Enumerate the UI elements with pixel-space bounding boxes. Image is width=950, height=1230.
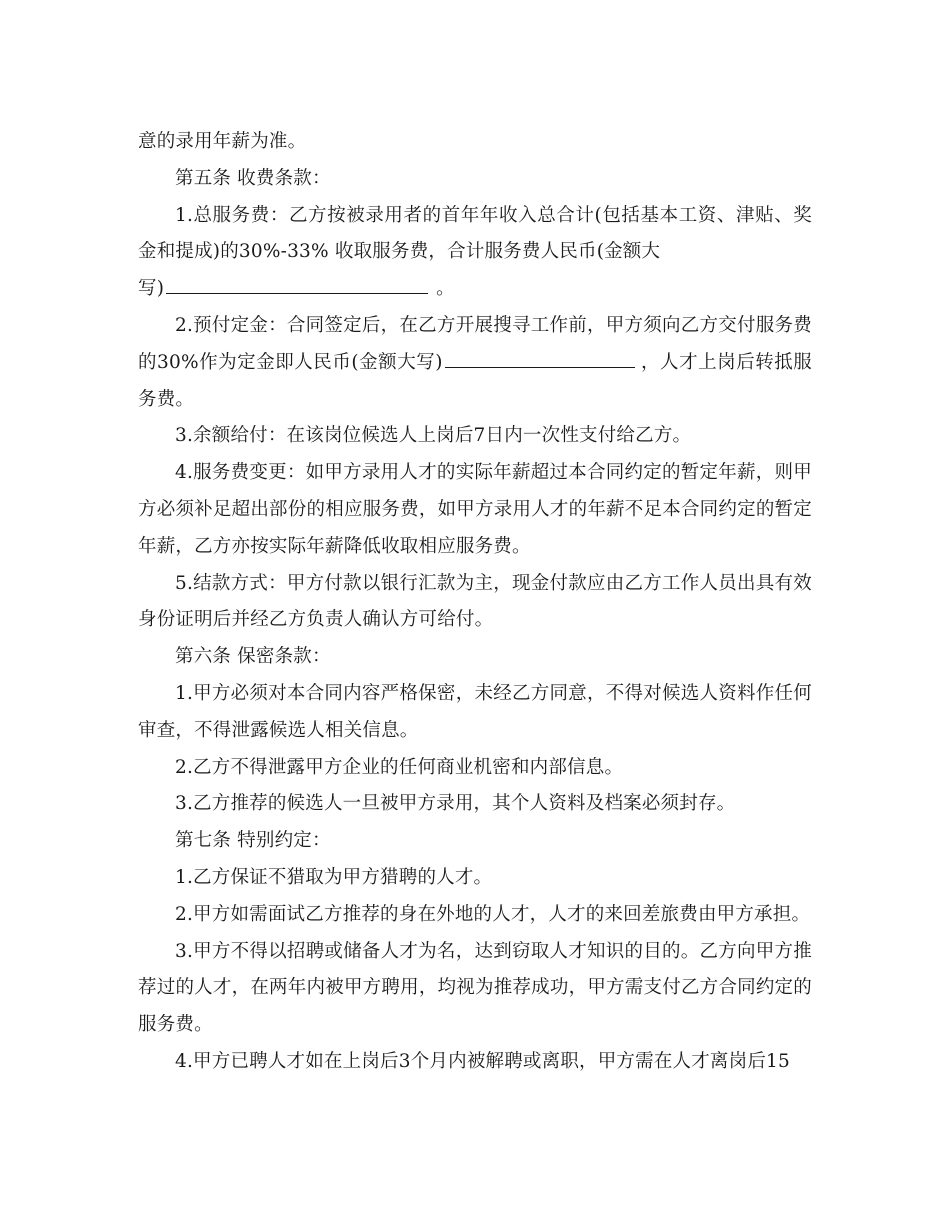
paragraph-text: 写) [138,278,165,300]
paragraph-text: 3.甲方不得以招聘或储备人才为名，达到窃取人才知识的目的。乙方向甲方推荐过的人才，在两年内被甲方聘用，均视为推荐成功，甲方需支付乙方合同约定的服务费。 [138,940,812,1036]
paragraph-total-service-fee [138,198,812,272]
paragraph-text: 5.结款方式：甲方付款以银行汇款为主，现金付款应由乙方工作人员出具有效身份证明后并经乙方负责人确认方可给付。 [138,572,812,631]
paragraph-special-1 [138,860,812,897]
paragraph-text: 1.总服务费：乙方按被录用者的首年年收入总合计(包括基本工资、津贴、奖金和提成)的30%-33% 收取服务费，合计服务费人民币(金额大 [138,204,812,263]
paragraph-tail: 。 [436,278,455,300]
heading-article-7-special-terms [138,823,812,860]
paragraph-text: 1.甲方必须对本合同内容严格保密，未经乙方同意，不得对候选人资料作任何审查，不得泄露候选人相关信息。 [138,682,812,741]
heading-article-6-confidentiality [138,639,812,676]
paragraph-text: 2.乙方不得泄露甲方企业的任何商业机密和内部信息。 [175,756,624,778]
paragraph-fee-change [138,455,812,565]
paragraph-salary-basis [138,124,812,161]
paragraph-confidentiality-3 [138,786,812,823]
paragraph-tail: ，人才上岗后转抵服务费。 [138,351,813,410]
paragraph-text: 3.余额给付：在该岗位候选人上岗后7日内一次性支付给乙方。 [175,425,692,447]
paragraph-balance-payment [138,418,812,455]
heading-text: 第七条 特别约定： [175,830,331,852]
paragraph-text: 4.服务费变更：如甲方录用人才的实际年薪超过本合同约定的暂定年薪，则甲方必须补足超出部份的相应服务费，如甲方录用人才的年薪不足本合同约定的暂定年薪，乙方亦按实际年薪降低收取相应服务费。 [138,462,812,557]
paragraph-confidentiality-2 [138,750,812,787]
paragraph-confidentiality-1 [138,676,812,750]
paragraph-deposit [138,308,812,418]
paragraph-text: 4.甲方已聘人才如在上岗后3个月内被解聘或离职，甲方需在人才离岗后15 [175,1050,790,1072]
fill-in-blank-deposit-amount[interactable] [445,345,635,368]
heading-article-5-fees [138,161,812,198]
heading-text: 第五条 收费条款： [175,167,331,189]
paragraph-special-2 [138,897,812,934]
paragraph-total-service-fee-amount [138,271,812,308]
document-body [138,124,812,1081]
paragraph-payment-method [138,566,812,640]
paragraph-text: 2.预付定金：合同签定后，在乙方开展搜寻工作前，甲方须向乙方交付服务费的30%作为定金即人民币(金额大写) [138,314,812,373]
fill-in-blank-amount-words[interactable] [166,271,428,294]
paragraph-special-4 [138,1044,812,1081]
paragraph-special-3 [138,934,812,1044]
heading-text: 第六条 保密条款： [175,646,331,668]
paragraph-text: 1.乙方保证不猎取为甲方猎聘的人才。 [175,866,493,888]
paragraph-text: 3.乙方推荐的候选人一旦被甲方录用，其个人资料及档案必须封存。 [175,793,736,815]
paragraph-text: 2.甲方如需面试乙方推荐的身在外地的人才，人才的来回差旅费由甲方承担。 [175,903,811,925]
paragraph-text: 意的录用年薪为准。 [138,131,307,152]
